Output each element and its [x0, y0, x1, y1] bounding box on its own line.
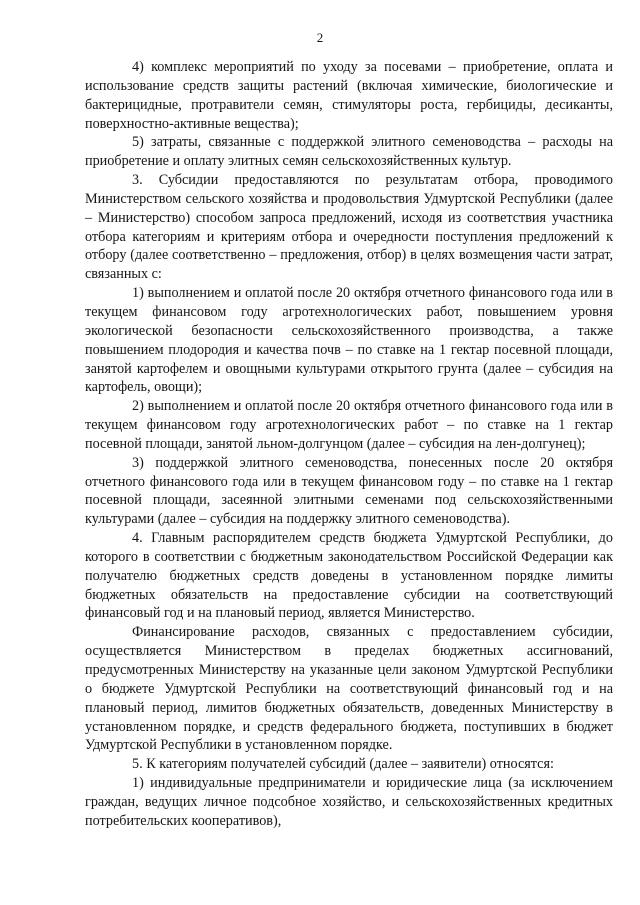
page-number: 2	[316, 30, 324, 45]
paragraph-category-1-entrepreneurs: 1) индивидуальные предприниматели и юридические лица (за исключением граждан, ведущих личное подсобное хозяйство, и сельскохозяйственных кредитных потребительских кооперативов),	[85, 775, 613, 829]
document-body	[85, 58, 613, 831]
paragraph-section-5-recipient-categories: 5. К категориям получателей субсидий (далее – заявители) относятся:	[132, 756, 554, 773]
paragraph-item-5-elite-seeds-costs: 5) затраты, связанные с поддержкой элитного семеноводства – расходы на приобретение и оплату элитных семян сельскохозяйственных культур.	[85, 134, 613, 170]
paragraph-subitem-2-flax: 2) выполнением и оплатой после 20 октября отчетного финансового года или в текущем финансовом году агротехнологических работ – по ставке на 1 гектар посевной площади, занятой льном-долгунцом (далее – субсидия на лен-долгунец);	[85, 398, 613, 452]
paragraph-financing-expenses: Финансирование расходов, связанных с предоставлением субсидии, осуществляется Министерством в пределах бюджетных ассигнований, предусмотренных Министерству на указанные цели законом Удмуртской Республики о бюджете Удмуртской Республики на соответствующий финансовый год и на плановый период, лимитов бюджетных обязательств, доведенных Министерству в установленном порядке, и средств федерального бюджета, поступивших в бюджет Удмуртской Республики в установленном порядке.	[85, 624, 613, 754]
paragraph-subitem-1-potatoes-vegetables: 1) выполнением и оплатой после 20 октября отчетного финансового года или в текущем финансовом году агротехнологических работ, повышением уровня экологической безопасности сельскохозяйственного производства, а также повышением плодородия и качества почв – по ставке на 1 гектар посевной площади, занятой картофелем и овощными культурами открытого грунта (далее – субсидия на картофель, овощи);	[85, 285, 613, 396]
paragraph-item-4-pest-control: 4) комплекс мероприятий по уходу за посевами – приобретение, оплата и использование средств защиты растений (включая химические, биологические и бактерицидные, протравители семян, стимуляторы роста, гербициды, десиканты, поверхностно-активные вещества);	[85, 59, 613, 132]
paragraph-section-3-subsidy-selection: 3. Субсидии предоставляются по результатам отбора, проводимого Министерством сельского хозяйства и продовольствия Удмуртской Республики (далее – Министерство) способом запроса предложений, исходя из соответствия участника отбора категориям и критериям отбора и очередности поступления предложений к отбору (далее соответственно – предложения, отбор) в целях возмещения части затрат, связанных с:	[85, 172, 613, 283]
paragraph-subitem-3-elite-seed-production: 3) поддержкой элитного семеноводства, понесенных после 20 октября отчетного финансового года или в текущем финансовом году – по ставке на 1 гектар посевной площади, засеянной элитными семенами под сельскохозяйственными культурами (далее – субсидия на поддержку элитного семеноводства).	[85, 454, 613, 528]
paragraph-section-4-budget-administrator: 4. Главным распорядителем средств бюджета Удмуртской Республики, до которого в соответствии с бюджетным законодательством Российской Федерации как получателю бюджетных средств доведены в установленном порядке лимиты бюджетных обязательств на предоставление субсидии на соответствующий финансовый год и на плановый период, является Министерство.	[85, 530, 613, 622]
